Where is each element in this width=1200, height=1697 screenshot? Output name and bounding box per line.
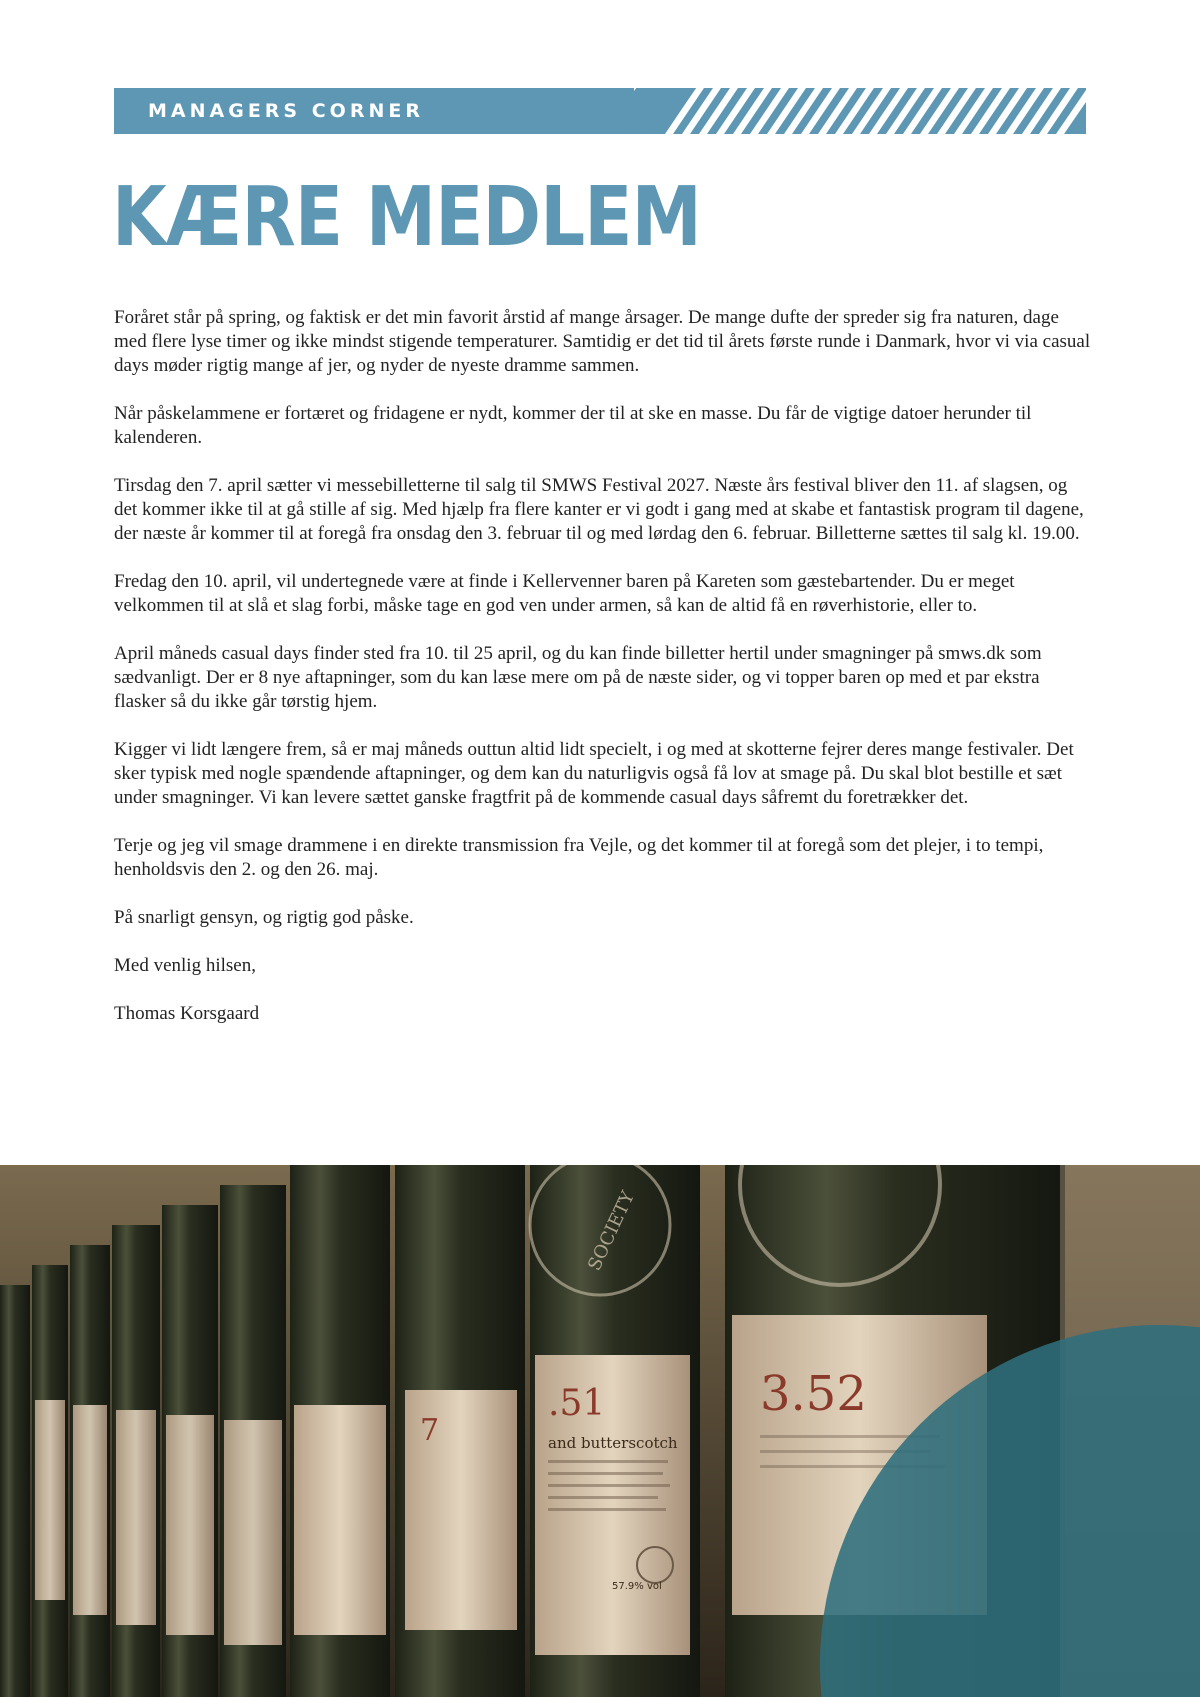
abv-text: 57.9% vol	[612, 1581, 662, 1592]
letter-paragraph: Foråret står på spring, og faktisk er det min favorit årstid af mange årsager. De mange dufte der spreder sig fra naturen, dage med flere lyse timer og ikke mindst stigende temperaturer. Samtidig er det tid til årets første runde i Danmark, hvor vi via casual days møder rigtig mange af jer, og nyder de nyeste dramme sammen.	[114, 307, 1091, 376]
section-banner	[114, 88, 1086, 134]
middle-bottle	[530, 1165, 700, 1697]
letter-paragraph: Når påskelammene er fortæret og fridagene er nydt, kommer der til at ske en masse. Du får de vigtige datoer herunder til kalenderen.	[114, 403, 1032, 448]
bottles-illustration	[0, 1165, 1200, 1697]
letter-paragraph: Terje og jeg vil smage drammene i en direkte transmission fra Vejle, og det kommer til at foregå som det plejer, i to tempi, henholdsvis den 2. og den 26. maj.	[114, 835, 1044, 880]
bottle-number-c: 7	[420, 1413, 440, 1448]
letter-paragraph: Tirsdag den 7. april sætter vi messebilletterne til salg til SMWS Festival 2027. Næste års festival bliver den 11. af slagsen, og det kommer ikke til at gå stille af sig. Med hjælp fra flere kanter er vi godt i gang med at skabe et fantastisk program til dagene, der næste år kommer til at foregå fra onsdag den 3. februar til og med lørdag den 6. februar. Billetterne sættes til salg kl. 19.00.	[114, 475, 1084, 544]
bottles-photo	[0, 1165, 1200, 1697]
bottle-number-a: .51	[548, 1383, 606, 1424]
bottle-number-b: 3.52	[760, 1366, 867, 1422]
bottle-subtitle-a: and butterscotch	[548, 1434, 678, 1452]
letter-body	[114, 306, 1094, 1050]
letter-paragraph: April måneds casual days finder sted fra 10. til 25 april, og du kan finde billetter hertil under smagninger på smws.dk som sædvanligt. Der er 8 nye aftapninger, som du kan læse mere om på de næste sider, og vi topper baren op med et par ekstra flasker så du ikke går tørstig hjem.	[114, 643, 1042, 712]
letter-paragraph: Fredag den 10. april, vil undertegnede være at finde i Kellervenner baren på Kareten som gæstebartender. Du er meget velkommen til at slå et slag forbi, måske tage en god ven under armen, så kan de altid få en røverhistorie, eller to.	[114, 571, 1015, 616]
letter-paragraph: Kigger vi lidt længere frem, så er maj måneds outtun altid lidt specielt, i og med at skotterne fejrer deres mange festivaler. Det sker typisk med nogle spændende aftapninger, og dem kan du naturligvis også få lov at smage på. Du skal blot bestille et sæt under smagninger. Vi kan levere sættet ganske fragtfrit på de kommende casual days såfremt du foretrækker det.	[114, 739, 1074, 808]
letter-salutation: Med venlig hilsen,	[114, 955, 256, 976]
page-title: KÆRE MEDLEM	[112, 170, 701, 265]
section-label: MANAGERS CORNER	[148, 100, 424, 122]
letter-closing: På snarligt gensyn, og rigtig god påske.	[114, 907, 414, 928]
seal-text: SOCIETY	[583, 1188, 639, 1274]
letter-signature: Thomas Korsgaard	[114, 1003, 260, 1024]
